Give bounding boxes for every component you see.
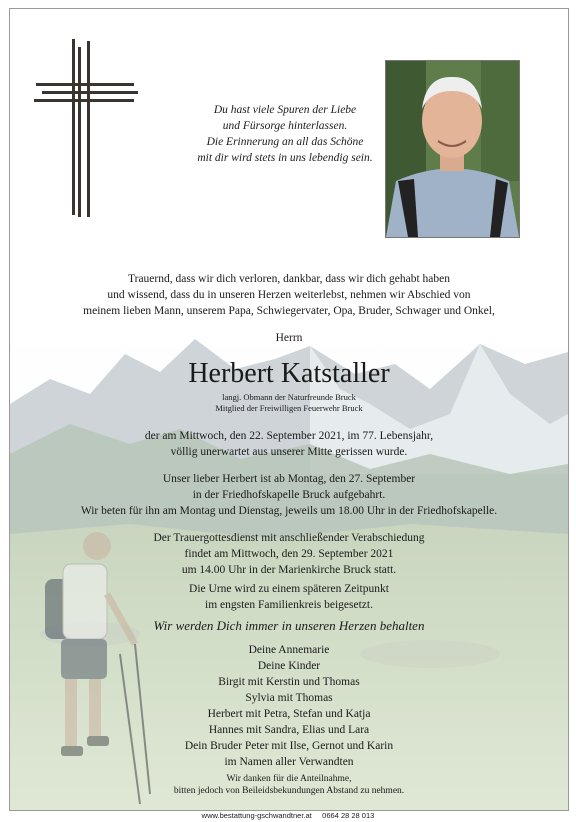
family-line: Dein Bruder Peter mit Ilse, Gernot und Karin	[184, 740, 394, 752]
intro-text	[10, 271, 568, 319]
intro-line: und wissend, dass du in unseren Herzen weiterlebst, nehmen wir Abschied von	[107, 289, 471, 301]
intro-line: meinem lieben Mann, unserem Papa, Schwiegervater, Opa, Bruder, Schwager und Onkel,	[83, 305, 495, 317]
verse-line: Du hast viele Spuren der Liebe	[213, 104, 357, 116]
footer	[0, 811, 576, 820]
family-line: Birgit mit Kerstin und Thomas	[218, 676, 360, 688]
verse-line: und Fürsorge hinterlassen.	[222, 120, 348, 132]
verse-line: Die Erinnerung an all das Schöne	[206, 136, 364, 148]
death-notice	[10, 428, 568, 460]
urn-notice	[10, 581, 568, 613]
viewing-line: in der Friedhofskapelle Bruck aufgebahrt.	[192, 489, 386, 501]
viewing-line: Wir beten für ihn am Montag und Dienstag, jeweils um 18.00 Uhr in der Friedhofskapelle.	[80, 505, 498, 517]
footer-website-link[interactable]: www.bestattung-gschwandtner.at	[201, 811, 312, 820]
thanks-line: bitten jedoch von Beileidsbekundungen Abstand zu nehmen.	[173, 786, 405, 796]
family-line: Deine Kinder	[257, 660, 321, 672]
family-line: Sylvia mit Thomas	[245, 692, 333, 704]
service-line: Der Trauergottesdienst mit anschließender Verabschiedung	[153, 532, 425, 544]
motto: Wir werden Dich immer in unseren Herzen behalten	[153, 618, 425, 633]
urn-line: Die Urne wird zu einem späteren Zeitpunkt	[189, 583, 389, 595]
viewing-notice	[10, 471, 568, 519]
role-line: langj. Obmann der Naturfreunde Bruck	[222, 392, 356, 402]
portrait-photo	[385, 60, 520, 238]
obituary-card	[9, 8, 569, 811]
service-notice	[10, 530, 568, 578]
death-line: völlig unerwartet aus unserer Mitte gerissen wurde.	[170, 446, 408, 458]
family-line: Deine Annemarie	[248, 644, 330, 656]
family-list	[10, 642, 568, 770]
death-line: der am Mittwoch, den 22. September 2021, im 77. Lebensjahr,	[144, 430, 434, 442]
family-line: im Namen aller Verwandten	[224, 756, 354, 768]
deceased-name: Herbert Katstaller	[188, 358, 390, 389]
thanks-note	[10, 773, 568, 797]
cross-icon	[34, 39, 138, 219]
family-line: Hannes mit Sandra, Elias und Lara	[208, 724, 370, 736]
service-line: um 14.00 Uhr in der Marienkirche Bruck statt.	[181, 564, 397, 576]
salutation: Herrn	[275, 332, 303, 344]
footer-phone: 0664 28 28 013	[322, 811, 375, 820]
verse-line: mit dir wird stets in uns lebendig sein.	[197, 152, 373, 164]
family-line: Herbert mit Petra, Stefan und Katja	[207, 708, 371, 720]
thanks-line: Wir danken für die Anteilnahme,	[226, 774, 352, 784]
urn-line: im engsten Familienkreis beigesetzt.	[205, 599, 373, 611]
roles	[10, 392, 568, 414]
role-line: Mitglied der Freiwilligen Feuerwehr Bruck	[215, 403, 363, 413]
intro-line: Trauernd, dass wir dich verloren, dankbar, dass wir dich gehabt haben	[128, 273, 450, 285]
viewing-line: Unser lieber Herbert ist ab Montag, den 27. September	[162, 473, 416, 485]
memorial-verse	[160, 102, 410, 166]
service-line: findet am Mittwoch, den 29. September 2021	[184, 548, 394, 560]
